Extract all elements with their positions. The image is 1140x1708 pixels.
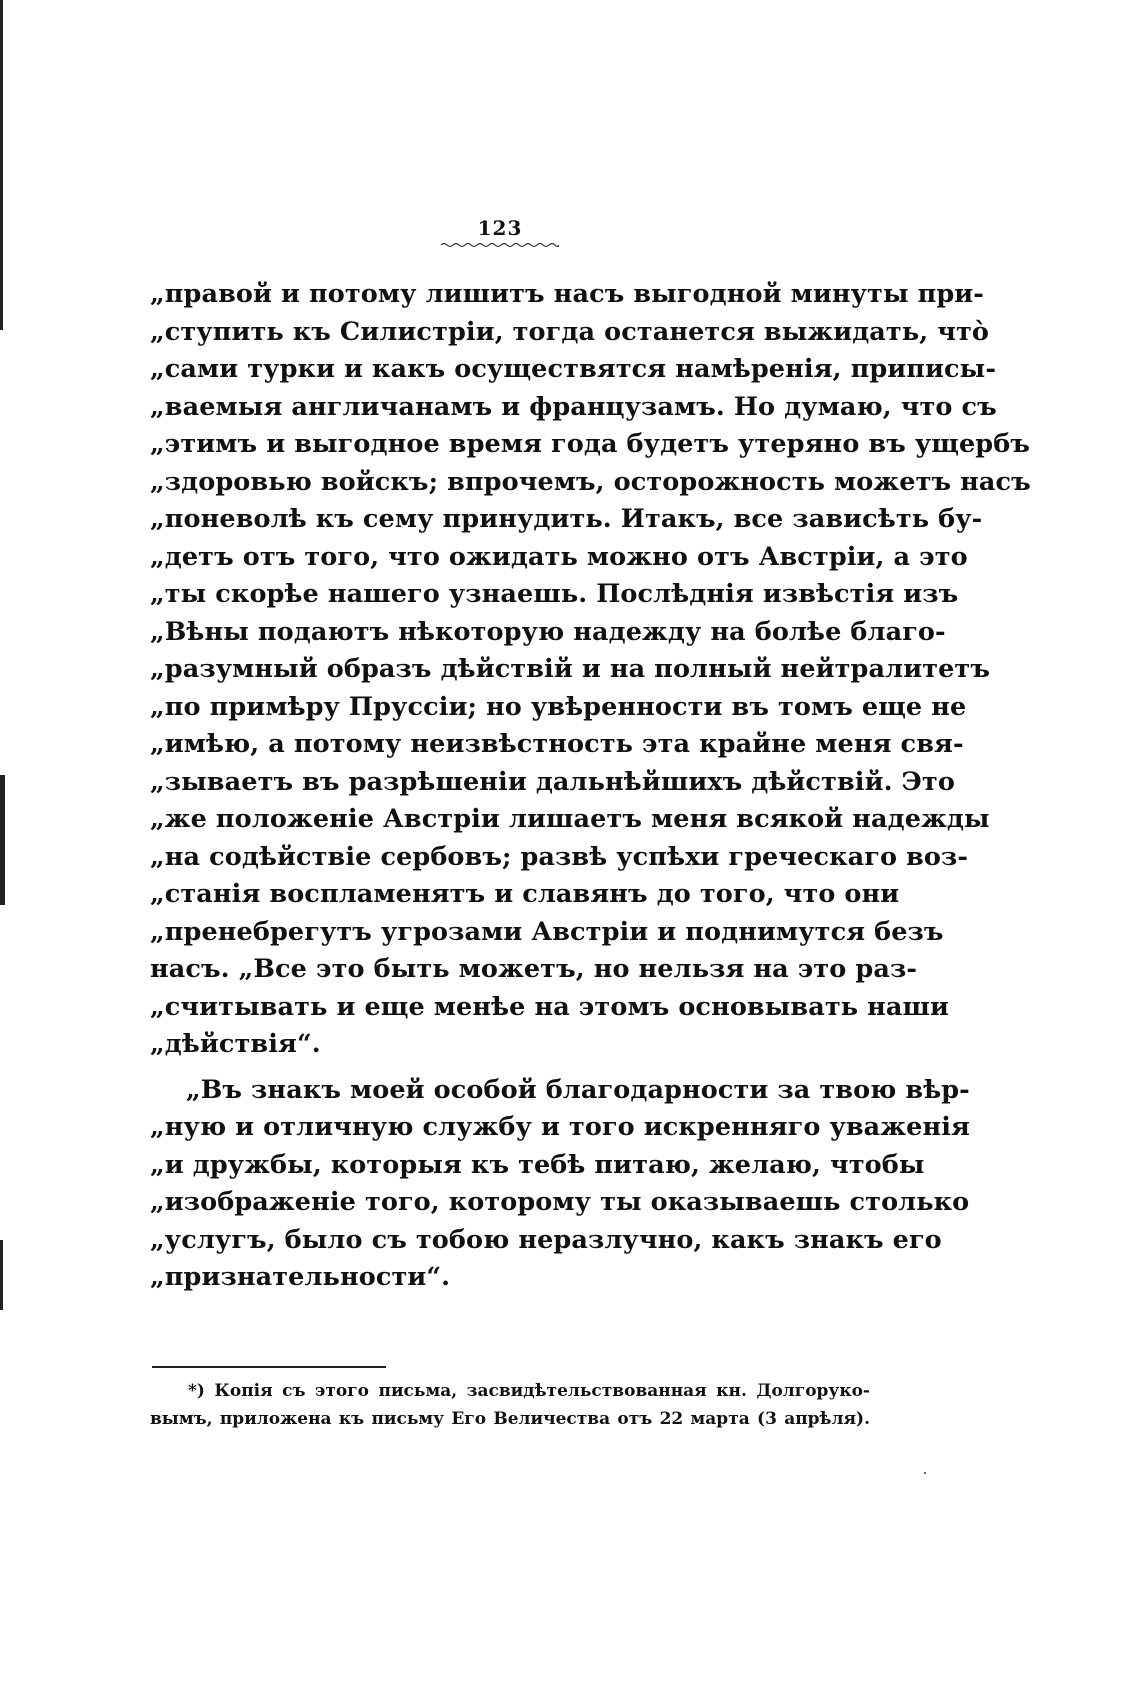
text-line: „и дружбы, которыя къ тебѣ питаю, желаю, чтобы: [150, 1149, 925, 1180]
text-line: „ную и отличную службу и того искренняго уваженія: [150, 1112, 970, 1142]
text-line: „признательности“.: [150, 1262, 451, 1292]
text-line: „здоровью войскъ; впрочемъ, осторожность можетъ насъ: [150, 466, 1031, 497]
text-line: „ступить къ Силистріи, тогда останется выжидать, что̀: [150, 316, 989, 347]
text-line: „же положеніе Австріи лишаетъ меня всякой надежды: [150, 804, 990, 834]
text-line: „разумный образъ дѣйствій и на полный нейтралитетъ: [150, 654, 990, 684]
text-line: „пренебрегутъ угрозами Австріи и поднимутся безъ: [150, 916, 944, 947]
text-line: „изображеніе того, которому ты оказываешь столько: [150, 1187, 970, 1217]
page-header: [420, 216, 580, 248]
text-line: „считывать и еще менѣе на этомъ основывать наши: [150, 991, 950, 1022]
page-number: 123: [477, 216, 523, 240]
text-line: „сами турки и какъ осуществятся намѣренія, приписы-: [150, 354, 997, 384]
wavy-rule-ornament: [441, 242, 559, 248]
text-line: „имѣю, а потому неизвѣстность эта крайне меня свя-: [150, 729, 964, 759]
footnote-separator: [152, 1366, 386, 1368]
text-line: „детъ отъ того, что ожидать можно отъ Австріи, а это: [150, 541, 968, 572]
scan-edge-line: [0, 0, 3, 330]
text-line: „станія воспламенятъ и славянъ до того, что они: [150, 879, 900, 909]
footnote-line: вымъ, приложена къ письму Его Величества отъ 22 марта (3 апрѣля).: [150, 1409, 870, 1429]
scan-speck: [924, 1472, 926, 1474]
text-line: „зываетъ въ разрѣшеніи дальнѣйшихъ дѣйствій. Это: [150, 766, 955, 797]
scan-edge-line: [0, 775, 5, 905]
text-line: „по примѣру Пруссіи; но увѣренности въ томъ еще не: [150, 691, 967, 722]
text-line: „этимъ и выгодное время года будетъ утеряно въ ущербъ: [150, 429, 1030, 459]
text-line: „Вѣны подаютъ нѣкоторую надежду на болѣе благо-: [150, 616, 946, 647]
paragraph: [150, 276, 1031, 1064]
text-line: „ваемыя англичанамъ и французамъ. Но думаю, что съ: [150, 391, 997, 422]
text-line: „на содѣйствіе сербовъ; развѣ успѣхи греческаго воз-: [150, 841, 969, 872]
paragraph: [150, 1072, 970, 1297]
text-line: „поневолѣ къ сему принудить. Итакъ, все зависѣть бу-: [150, 504, 983, 534]
body-text: [150, 276, 1031, 1297]
text-line: „Въ знакъ моей особой благодарности за твою вѣр-: [186, 1074, 970, 1105]
text-line: насъ. „Все это быть можетъ, но нельзя на это раз-: [150, 954, 917, 984]
footnote-line: *) Копія съ этого письма, засвидѣтельствованная кн. Долгоруко-: [188, 1381, 870, 1401]
text-line: „ты скорѣе нашего узнаешь. Послѣднія извѣстія изъ: [150, 579, 959, 609]
footnote: [150, 1377, 870, 1433]
scan-edge-line: [0, 1240, 3, 1310]
text-line: „дѣйствія“.: [150, 1029, 321, 1059]
text-line: „правой и потому лишитъ насъ выгодной минуты при-: [150, 279, 984, 309]
paragraph-gap: [150, 1064, 870, 1072]
text-line: „услугъ, было съ тобою неразлучно, какъ знакъ его: [150, 1224, 942, 1255]
